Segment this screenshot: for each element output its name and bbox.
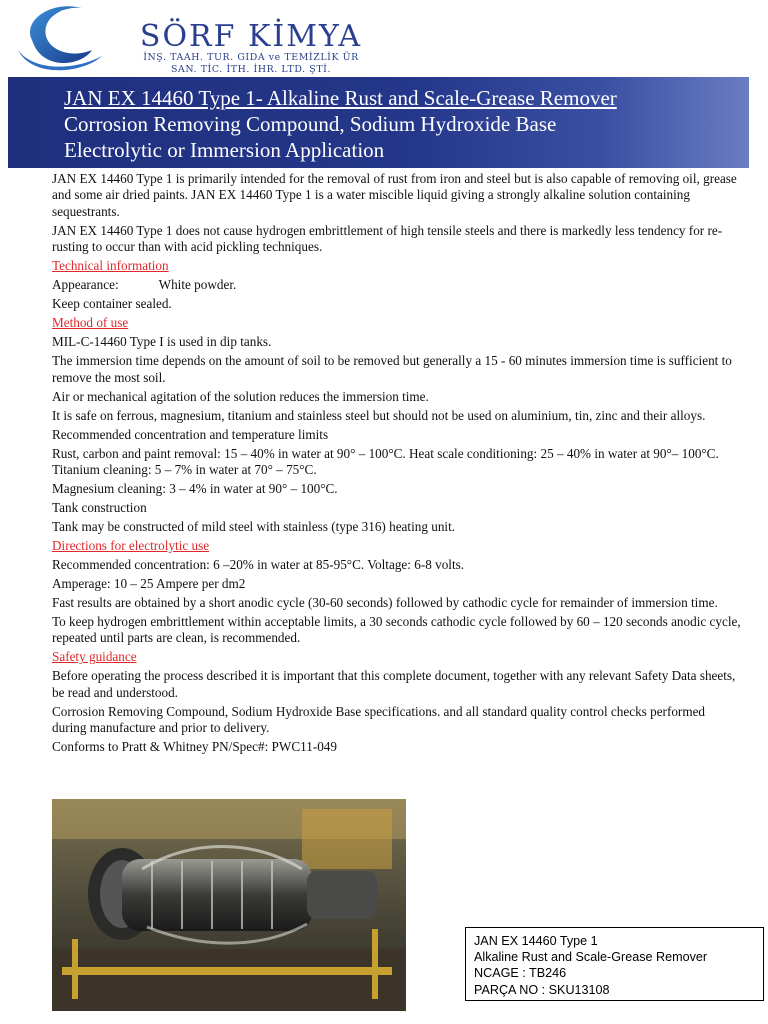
tank-construction-label: Tank construction [52,500,147,516]
safe-metals-text: It is safe on ferrous, magnesium, titanium and stainless steel but should not be used on aluminium, tin, zinc and their alloys. [52,407,706,423]
engine-photo [52,799,406,1011]
appearance-row [52,277,742,293]
amperage-text: Amperage: 10 – 25 Ampere per dm2 [52,576,246,592]
info-product-code: JAN EX 14460 Type 1 [474,934,598,948]
company-subtitle-1: İNŞ. TAAH. TUR. GIDA ve TEMİZLİK ÜR [143,52,359,63]
product-info-box [465,927,764,1001]
specifications-text: Corrosion Removing Compound, Sodium Hydroxide Base specifications. and all standard quality control checks performed during manufacture and prior to delivery. [52,703,706,736]
info-part-number: PARÇA NO : SKU13108 [474,982,610,997]
title-banner [8,77,749,168]
mil-spec-text: MIL-C-14460 Type I is used in dip tanks. [52,334,272,350]
immersion-time-text: The immersion time depends on the amount of soil to be removed but generally a 15 - 60 minutes immersion time is sufficient to remove the most soil. [52,353,732,385]
electrolytic-use-heading: Directions for electrolytic use [52,538,210,554]
company-subtitle-2: SAN. TİC. İTH. İHR. LTD. ŞTİ. [170,64,332,75]
banner-subtitle-1: Corrosion Removing Compound, Sodium Hydroxide Base [64,112,557,136]
safety-text: Before operating the process described it is important that this complete document, together with any relevant Safety Data sheets, be read and understood. [52,668,736,700]
company-name: SÖRF KİMYA [139,19,363,54]
intro-paragraph-1: JAN EX 14460 Type 1 is primarily intended for the removal of rust from iron and steel but is also capable of removing oil, grease and some air dried paints. JAN EX 14460 Type 1 is a water miscible liquid giving a strongly alkaline solution containing sequestrants. [52,171,737,219]
document-body [52,171,742,758]
banner-subtitle-2: Electrolytic or Immersion Application [64,138,385,162]
technical-information-heading: Technical information [52,258,169,274]
keep-sealed-text: Keep container sealed. [52,296,172,312]
banner-title: JAN EX 14460 Type 1- Alkaline Rust and Scale-Grease Remover [64,86,617,110]
company-logo-icon [12,0,107,72]
safety-guidance-heading: Safety guidance [52,649,137,665]
conforms-text: Conforms to Pratt & Whitney PN/Spec#: PWC11-049 [52,739,337,755]
tank-construction-text: Tank may be constructed of mild steel with stainless (type 316) heating unit. [52,519,456,535]
method-of-use-heading: Method of use [52,315,129,331]
intro-paragraph-2: JAN EX 14460 Type 1 does not cause hydrogen embrittlement of high tensile steels and there is markedly less tendency for re-rusting to occur than with acid pickling techniques. [52,222,723,255]
info-product-name: Alkaline Rust and Scale-Grease Remover [474,950,708,965]
appearance-label: Appearance: [52,277,119,293]
hydrogen-embrittlement-text: To keep hydrogen embrittlement within acceptable limits, a 30 seconds cathodic cycle followed by 60 – 120 seconds anodic cycle, repeated until parts are clean, is recommended. [52,614,741,646]
recommended-limits-text: Recommended concentration and temperature limits [52,426,329,442]
appearance-value: White powder. [158,277,237,293]
company-header [106,19,396,76]
fast-results-text: Fast results are obtained by a short anodic cycle (30-60 seconds) followed by cathodic cycle for remainder of immersion time. [52,595,718,611]
agitation-text: Air or mechanical agitation of the solution reduces the immersion time. [52,388,429,404]
magnesium-cleaning-text: Magnesium cleaning: 3 – 4% in water at 90° – 100°C. [52,481,338,497]
info-ncage: NCAGE : TB246 [474,966,567,981]
concentration-text: Recommended concentration: 6 –20% in water at 85-95°C. Voltage: 6-8 volts. [52,557,465,573]
rust-removal-text: Rust, carbon and paint removal: 15 – 40% in water at 90° – 100°C. Heat scale conditioning: 25 – 40% in water at 90°– 100°C. Titanium cleaning: 5 – 7% in water at 70° – 75°C. [52,445,719,478]
